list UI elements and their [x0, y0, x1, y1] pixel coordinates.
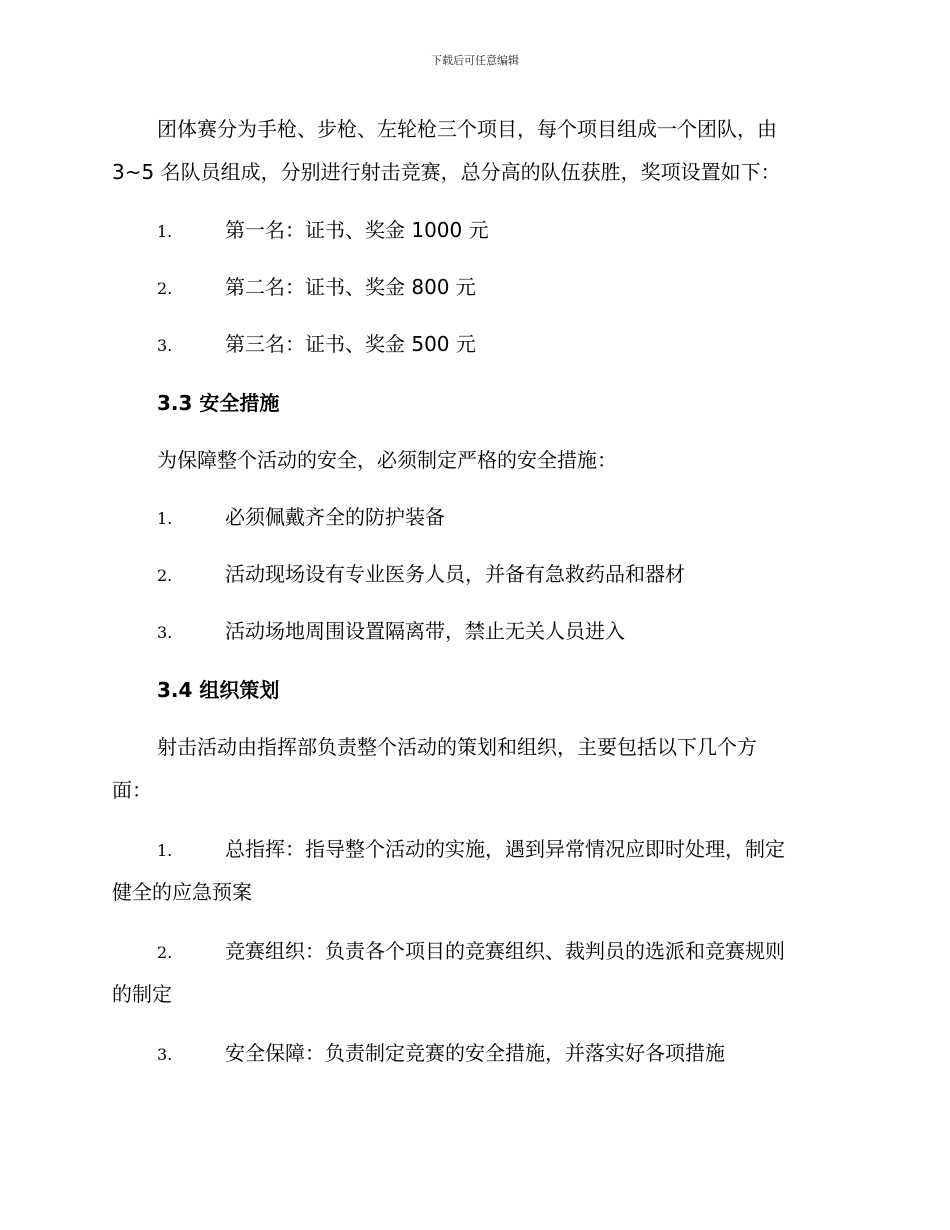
safety-item-1: 必须佩戴齐全的防护装备 — [225, 505, 445, 529]
org-item-3-line-1: 安全保障：负责制定竞赛的安全措施，并落实好各项措施 — [225, 1041, 725, 1065]
award-item-1: 第一名：证书、奖金 1000 元 — [225, 218, 489, 242]
safety-item-2: 活动现场设有专业医务人员，并备有急救药品和器材 — [225, 562, 685, 586]
org-number-3: 3. — [157, 1045, 173, 1064]
safety-number-2: 2. — [157, 566, 173, 585]
org-intro-line-1: 射击活动由指挥部负责整个活动的策划和组织，主要包括以下几个方 — [157, 735, 757, 759]
award-number-3: 3. — [157, 336, 173, 355]
org-item-1-line-1: 总指挥：指导整个活动的实施，遇到异常情况应即时处理，制定 — [225, 837, 785, 861]
award-item-2: 第二名：证书、奖金 800 元 — [225, 275, 476, 299]
page-header: 下载后可任意编辑 — [431, 54, 519, 67]
org-item-2-line-2: 的制定 — [112, 982, 172, 1006]
team-intro-line-1: 团体赛分为手枪、步枪、左轮枪三个项目，每个项目组成一个团队，由 — [157, 117, 777, 141]
award-number-2: 2. — [157, 279, 173, 298]
safety-number-1: 1. — [157, 509, 173, 528]
team-intro-line-2: 3~5 名队员组成，分别进行射击竞赛，总分高的队伍获胜，奖项设置如下： — [112, 160, 781, 184]
section-heading-safety: 3.3 安全措施 — [157, 391, 280, 415]
award-item-3: 第三名：证书、奖金 500 元 — [225, 332, 476, 356]
org-intro-line-2: 面： — [112, 778, 152, 802]
award-number-1: 1. — [157, 222, 173, 241]
org-item-1-line-2: 健全的应急预案 — [112, 880, 252, 904]
org-number-1: 1. — [157, 841, 173, 860]
org-number-2: 2. — [157, 943, 173, 962]
section-heading-organization: 3.4 组织策划 — [157, 678, 280, 702]
safety-intro: 为保障整个活动的安全，必须制定严格的安全措施： — [157, 448, 617, 472]
org-item-2-line-1: 竞赛组织：负责各个项目的竞赛组织、裁判员的选派和竞赛规则 — [225, 939, 785, 963]
safety-number-3: 3. — [157, 623, 173, 642]
safety-item-3: 活动场地周围设置隔离带，禁止无关人员进入 — [225, 619, 625, 643]
